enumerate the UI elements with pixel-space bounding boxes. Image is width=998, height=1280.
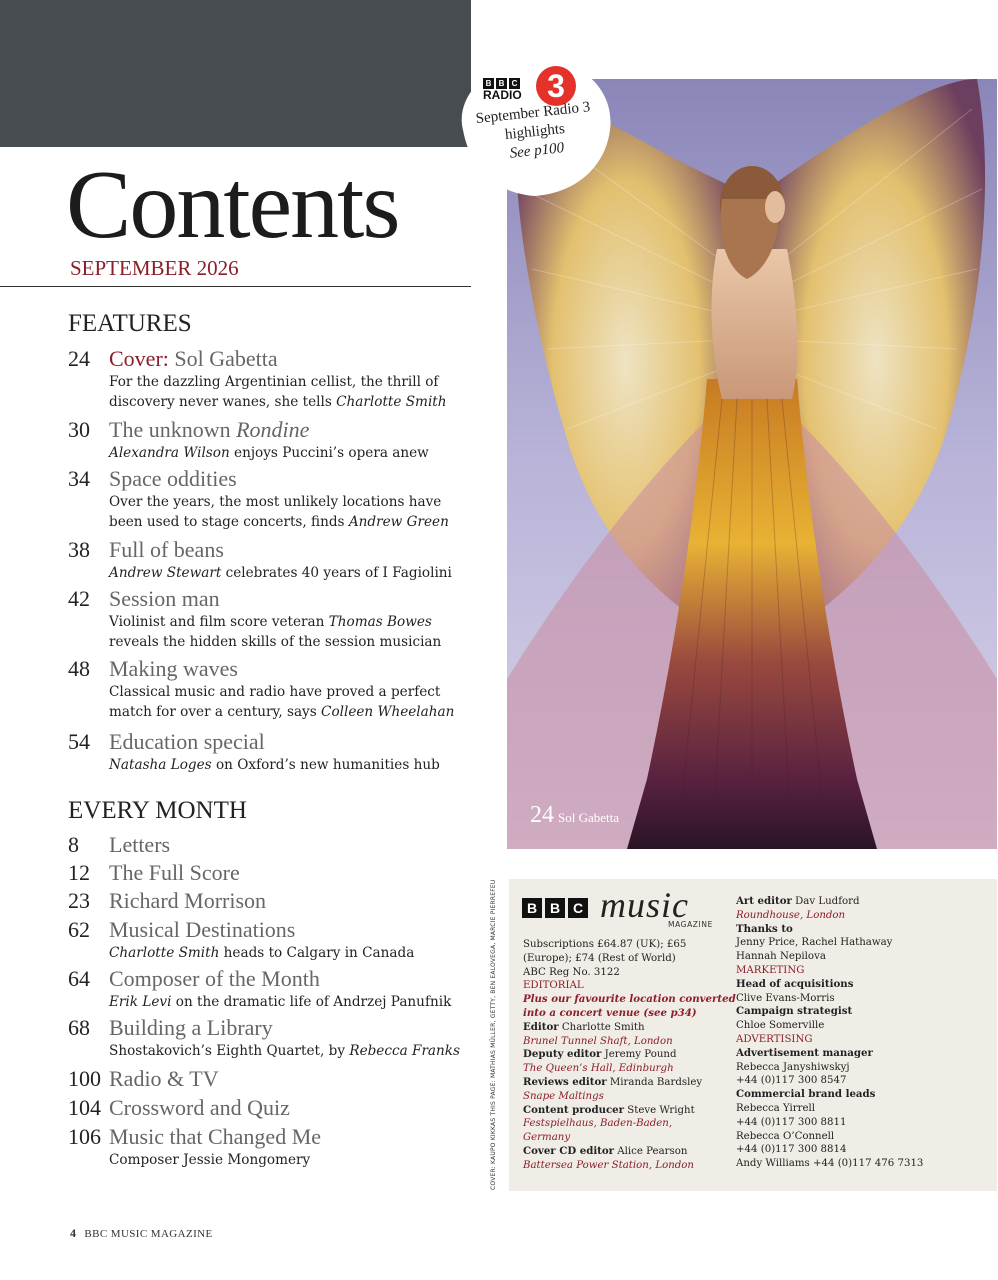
- issue-date: SEPTEMBER 2026: [70, 256, 239, 280]
- feature-description: For the dazzling Argentinian cellist, the thrill of discovery never wanes, she tells Charlotte Smith: [109, 374, 447, 410]
- masthead-line: Chloe Somerville: [736, 1020, 825, 1032]
- features-heading: FEATURES: [68, 310, 192, 337]
- masthead-line: Rebecca Janyshiwskyj: [736, 1061, 850, 1073]
- masthead-line: MARKETING: [736, 964, 805, 976]
- every-month-heading: EVERY MONTH: [68, 797, 247, 824]
- monthly-description: Erik Levi on the dramatic life of Andrzej Panufnik: [109, 994, 452, 1010]
- masthead-line: Campaign strategist: [736, 1005, 853, 1018]
- masthead-line: Cover CD editor Alice Pearson: [523, 1144, 688, 1157]
- music-logo: music: [600, 885, 689, 925]
- masthead-line: (Europe); £74 (Rest of World): [523, 952, 676, 964]
- masthead-line: Reviews editor Miranda Bardsley: [523, 1075, 703, 1088]
- masthead-line: +44 (0)117 300 8814: [736, 1144, 847, 1156]
- masthead-line: Rebecca Yirrell: [736, 1102, 816, 1114]
- masthead-line: Plus our favourite location converted: [523, 993, 736, 1006]
- feature-description: Natasha Loges on Oxford’s new humanities hub: [109, 757, 440, 773]
- masthead-line: into a concert venue (see p34): [523, 1006, 697, 1019]
- masthead-line: EDITORIAL: [523, 980, 584, 992]
- masthead-left-column: [523, 938, 736, 1173]
- masthead-line: Commercial brand leads: [736, 1088, 876, 1101]
- masthead-line: Snape Maltings: [523, 1090, 604, 1102]
- title-divider: [0, 286, 471, 287]
- masthead-line: Deputy editor Jeremy Pound: [523, 1048, 677, 1061]
- page-number: 4: [70, 1226, 77, 1240]
- page-footer: [70, 1226, 213, 1241]
- masthead-line: Subscriptions £64.87 (UK); £65: [523, 939, 687, 950]
- masthead-line: ADVERTISING: [736, 1033, 813, 1045]
- masthead-line: Roundhouse, London: [736, 909, 846, 921]
- page-title: Contents: [66, 151, 399, 259]
- monthly-description: Composer Jessie Mongomery: [109, 1152, 311, 1168]
- magazine-title: BBC MUSIC MAGAZINE: [84, 1228, 213, 1240]
- promo-banner: [0, 0, 471, 147]
- masthead-line: Andy Williams +44 (0)117 476 7313: [736, 1158, 924, 1170]
- masthead-right-column: [736, 895, 923, 1171]
- masthead-line: Clive Evans-Morris: [736, 992, 835, 1004]
- masthead-line: Editor Charlotte Smith: [523, 1020, 645, 1033]
- feature-description: Violinist and film score veteran Thomas Bowes reveals the hidden skills of the session musician: [109, 614, 442, 650]
- feature-description: Andrew Stewart celebrates 40 years of I Fagiolini: [109, 565, 452, 581]
- masthead-line: ABC Reg No. 3122: [523, 966, 620, 978]
- masthead-line: The Queen’s Hall, Edinburgh: [523, 1063, 674, 1075]
- feature-description: Alexandra Wilson enjoys Puccini’s opera anew: [109, 445, 429, 461]
- masthead-line: Advertisement manager: [736, 1046, 873, 1059]
- masthead-line: Festspielhaus, Baden-Baden,: [523, 1118, 673, 1130]
- masthead-line: Jenny Price, Rachel Hathaway: [736, 937, 893, 949]
- monthly-description: Charlotte Smith heads to Calgary in Canada: [109, 945, 415, 961]
- masthead-line: Hannah Nepilova: [736, 951, 826, 963]
- bbc-logo: B B C: [522, 898, 591, 918]
- masthead-line: Content producer Steve Wright: [523, 1103, 695, 1116]
- magazine-logo-sub: MAGAZINE: [668, 920, 713, 929]
- masthead-line: Battersea Power Station, London: [523, 1159, 694, 1171]
- bbc-radio-logo: B B C RADIO: [483, 79, 522, 102]
- radio3-highlights-text: September Radio 3 highlights See p100: [474, 99, 591, 162]
- radio3-logo-icon: 3: [536, 66, 576, 106]
- masthead-line: +44 (0)117 300 8811: [736, 1116, 847, 1128]
- masthead-line: Rebecca O’Connell: [736, 1130, 835, 1142]
- masthead-line: Art editor Dav Ludford: [736, 895, 860, 907]
- feature-description: Over the years, the most unlikely locations have been used to stage concerts, finds Andrew Green: [109, 494, 449, 530]
- feature-description: Classical music and radio have proved a perfect match for over a century, says Colleen Wheelahan: [109, 684, 455, 720]
- monthly-description: Shostakovich’s Eighth Quartet, by Rebecca Franks: [109, 1043, 461, 1059]
- masthead-line: Thanks to: [736, 922, 793, 935]
- masthead-line: +44 (0)117 300 8547: [736, 1075, 847, 1087]
- photo-credits: COVER: KAUPO KIKKAS THIS PAGE: MATHIAS MÜLLER, GETTY, BEN EALOVEGA, MARCIE PIERREFEU: [490, 879, 497, 1190]
- masthead-line: Head of acquisitions: [736, 977, 854, 990]
- masthead-line: Germany: [523, 1132, 571, 1144]
- masthead-line: Brunel Tunnel Shaft, London: [523, 1035, 673, 1047]
- photo-caption: 24 Sol Gabetta: [530, 802, 620, 828]
